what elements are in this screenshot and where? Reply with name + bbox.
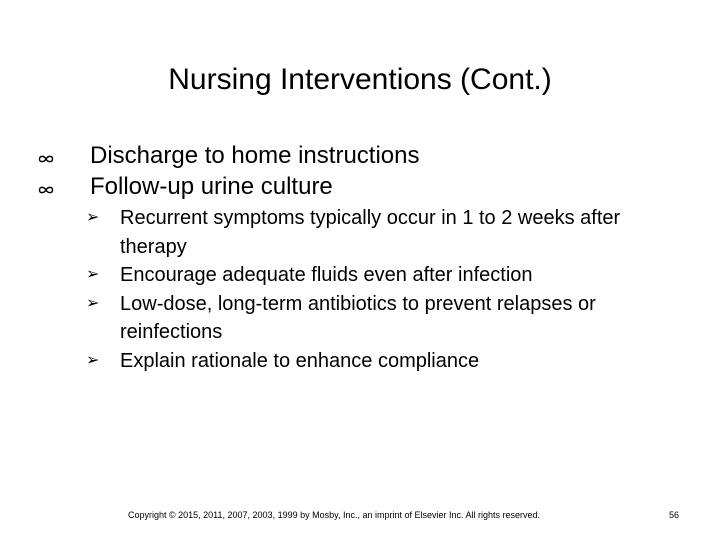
infinity-bullet-icon: [36, 140, 76, 171]
subbullet-list: [0, 204, 720, 375]
infinity-bullet-icon: [36, 171, 76, 202]
arrow-bullet-icon: ➢: [86, 351, 100, 369]
bullet-text: Discharge to home instructions: [90, 142, 420, 169]
subbullet-item: [86, 204, 640, 261]
bullet-text: Follow-up urine culture: [90, 173, 333, 200]
subbullet-item: [86, 290, 640, 347]
slide-title: Nursing Interventions (Cont.): [168, 63, 552, 96]
subbullet-item: [86, 261, 640, 290]
subbullet-item: [86, 347, 640, 376]
subbullet-text: Recurrent symptoms typically occur in 1 to 2 weeks after therapy: [120, 207, 621, 258]
copyright-footer: Copyright © 2015, 2011, 2007, 2003, 1999 by Mosby, Inc., an imprint of Elsevier Inc. All rights reserved.: [128, 510, 541, 520]
arrow-bullet-icon: ➢: [86, 209, 100, 226]
page-number: 56: [668, 510, 679, 520]
subbullet-text: Low-dose, long-term antibiotics to prevent relapses or reinfections: [120, 292, 596, 343]
arrow-bullet-icon: ➢: [86, 294, 100, 312]
subbullet-text: Encourage adequate fluids even after infection: [120, 264, 533, 286]
subbullet-text: Explain rationale to enhance compliance: [120, 349, 480, 372]
arrow-bullet-icon: ➢: [86, 266, 100, 283]
